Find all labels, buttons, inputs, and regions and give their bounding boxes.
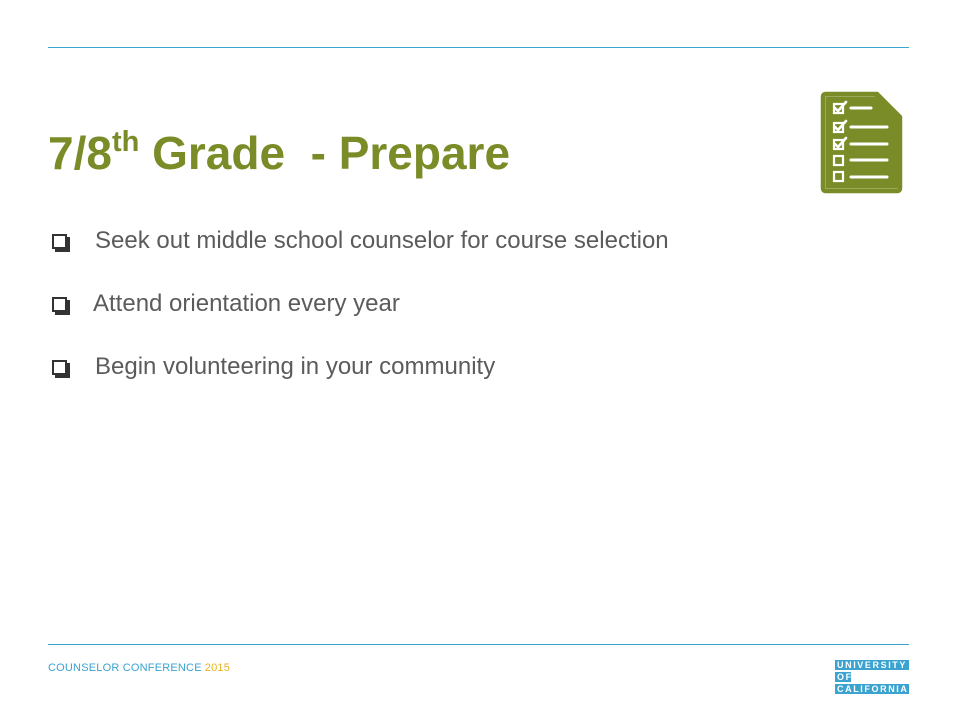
checklist-document-icon [821, 92, 903, 193]
checkbox-bullet-icon [52, 360, 67, 375]
logo-line-university: UNIVERSITY [837, 660, 908, 670]
logo-line-of: OF [837, 672, 853, 682]
bullet-item [52, 289, 669, 319]
bullet-item [52, 352, 669, 382]
university-of-california-logo [835, 660, 909, 696]
checkbox-bullet-icon [52, 234, 67, 249]
checkbox-bullet-icon [52, 297, 67, 312]
title-superscript: th [111, 126, 140, 158]
title-main: 7/8 [48, 127, 112, 179]
bullet-text: Seek out middle school counselor for course selection [95, 227, 669, 254]
bullet-text: Begin volunteering in your community [95, 353, 496, 380]
bullet-item [52, 226, 669, 256]
slide-title [48, 128, 510, 179]
conference-name: COUNSELOR CONFERENCE [48, 662, 202, 674]
logo-line-california: CALIFORNIA [837, 684, 909, 694]
bullet-text: Attend orientation every year [93, 290, 400, 317]
title-rest: Grade - Prepare [139, 127, 511, 179]
top-divider [48, 47, 909, 48]
bullet-list [52, 226, 669, 415]
bottom-divider [48, 644, 909, 645]
footer-label [48, 662, 230, 674]
conference-year: 2015 [204, 662, 231, 674]
